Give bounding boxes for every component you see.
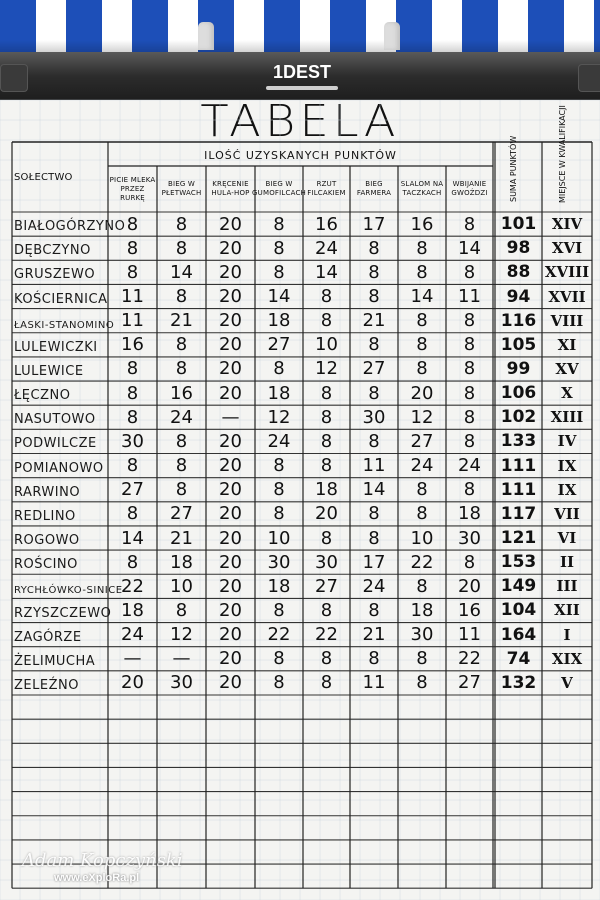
table-cell-score: 8 <box>175 479 188 501</box>
table-cell-score: 8 <box>126 237 139 259</box>
table-cell-score: 8 <box>175 237 188 259</box>
table-cell-sum: 111 <box>500 479 537 500</box>
table-cell-score: 27 <box>410 430 434 452</box>
table-cell-score: 20 <box>219 503 242 525</box>
table-cell-score: 8 <box>463 358 476 380</box>
table-cell-score: 20 <box>219 575 242 597</box>
table-cell-sum: 153 <box>500 552 537 573</box>
table-cell-score: 8 <box>126 382 139 404</box>
table-cell-score: 8 <box>368 286 380 307</box>
table-row-name: ROGOWO <box>14 533 80 549</box>
table-cell-score: 8 <box>463 406 476 428</box>
column-header-sum: SUMA PUNKTÓW <box>509 135 518 202</box>
table-cell-score: 8 <box>273 648 285 670</box>
table-cell-score: 20 <box>458 575 481 597</box>
table-cell-place: XIV <box>551 215 583 234</box>
table-cell-score: 8 <box>320 310 333 332</box>
column-header-competition: RZUT FILCAKIEM <box>307 180 346 197</box>
column-header-competition: BIEG W PŁETWACH <box>161 180 202 197</box>
table-cell-score: 14 <box>121 527 144 549</box>
table-cell-score: 20 <box>219 455 242 477</box>
table-cell-sum: 106 <box>500 383 537 404</box>
table-cell-score: 8 <box>368 261 380 283</box>
table-cell-score: 18 <box>458 503 481 525</box>
table-cell-score: 20 <box>410 382 434 404</box>
table-cell-place: VIII <box>550 311 584 330</box>
table-cell-score: 27 <box>267 334 291 356</box>
table-cell-sum: 133 <box>500 431 537 452</box>
table-cell-score: 8 <box>126 261 139 283</box>
table-cell-place: III <box>556 577 578 596</box>
table-cell-place: XV <box>555 359 579 378</box>
table-cell-score: 8 <box>416 358 428 380</box>
table-cell-score: 8 <box>175 430 188 452</box>
table-cell-score: 27 <box>315 575 338 597</box>
table-cell-score: 8 <box>126 551 139 573</box>
table-cell-place: V <box>561 673 573 692</box>
table-cell-score: 8 <box>463 261 476 283</box>
table-cell-score: 8 <box>273 455 285 477</box>
table-cell-score: 8 <box>273 672 285 694</box>
table-cell-score: 16 <box>315 213 338 235</box>
table-cell-score: 27 <box>458 672 481 694</box>
table-cell-place: XI <box>557 335 577 354</box>
table-cell-sum: 111 <box>500 455 537 476</box>
table-cell-score: 16 <box>170 382 193 404</box>
table-cell-sum: 99 <box>506 358 531 379</box>
table-cell-score: 8 <box>368 503 380 525</box>
table-row-name: ŻELIMUCHA <box>14 653 96 669</box>
table-cell-score: 8 <box>273 358 285 380</box>
table-cell-sum: 149 <box>500 576 537 597</box>
table-cell-score: 18 <box>410 599 434 621</box>
table-cell-score: 14 <box>458 237 481 259</box>
column-header-competition: SLALOM NA TACZKACH <box>400 180 444 197</box>
table-cell-score: 8 <box>175 334 188 356</box>
table-cell-score: 8 <box>416 503 428 525</box>
table-cell-score: 11 <box>121 286 144 307</box>
table-cell-score: 20 <box>219 599 242 621</box>
table-cell-score: 8 <box>273 599 285 621</box>
table-cell-place: VII <box>554 504 580 523</box>
table-row-name: PODWILCZE <box>14 436 97 452</box>
table-cell-score: 18 <box>315 479 338 501</box>
table-cell-score: 17 <box>362 551 386 573</box>
table-cell-sum: 94 <box>506 286 531 307</box>
table-cell-score: 20 <box>219 479 242 501</box>
table-cell-score: 14 <box>315 261 338 283</box>
table-cell-score: 14 <box>410 286 434 307</box>
table-cell-score: 8 <box>126 213 139 235</box>
table-cell-score: 8 <box>463 430 476 452</box>
table-row-name: ZAGÓRZE <box>14 629 82 645</box>
table-cell-score: 8 <box>463 382 476 404</box>
table-row-name: RZYSZCZEWO <box>14 605 112 621</box>
table-cell-score: 20 <box>315 503 338 525</box>
table-cell-score: 8 <box>416 672 428 694</box>
table-cell-sum: 104 <box>500 600 537 621</box>
table-cell-score: 8 <box>175 358 188 380</box>
table-cell-score: 8 <box>368 599 380 621</box>
table-cell-score: 24 <box>267 430 291 452</box>
table-cell-place: IV <box>557 432 577 451</box>
table-cell-score: 20 <box>219 648 242 670</box>
table-cell-score: 18 <box>267 310 291 332</box>
table-cell-sum: 164 <box>500 624 537 645</box>
table-cell-score: 8 <box>368 430 380 452</box>
table-cell-score: 30 <box>410 624 434 646</box>
table-cell-score: 8 <box>126 358 139 380</box>
table-cell-score: 30 <box>458 527 481 549</box>
table-cell-score: 30 <box>267 551 291 573</box>
table-cell-score: 8 <box>320 455 333 477</box>
table-cell-score: 10 <box>267 527 291 549</box>
table-cell-score: 30 <box>121 430 144 452</box>
table-cell-score: 10 <box>410 527 434 549</box>
table-cell-score: 8 <box>126 503 139 525</box>
table-cell-score: 30 <box>315 551 338 573</box>
table-cell-score: 11 <box>362 455 386 477</box>
table-cell-score: 24 <box>458 455 481 477</box>
table-row-name: KOŚCIERNICA <box>14 291 108 307</box>
table-cell-score: 20 <box>219 624 242 646</box>
table-cell-score: 8 <box>416 334 428 356</box>
table-cell-sum: 101 <box>500 214 537 235</box>
table-cell-score: 8 <box>416 261 428 283</box>
table-cell-score: 8 <box>320 430 333 452</box>
table-cell-score: 17 <box>362 213 386 235</box>
table-cell-place: XVIII <box>544 263 590 282</box>
table-cell-score: 22 <box>458 648 481 670</box>
table-cell-sum: 74 <box>506 648 531 669</box>
table-cell-score: 20 <box>219 527 242 549</box>
table-cell-score: 20 <box>219 286 242 307</box>
table-cell-place: XVI <box>551 239 583 258</box>
table-cell-score: 14 <box>170 261 193 283</box>
table-row-name: RARWINO <box>14 484 81 500</box>
table-cell-score: 14 <box>267 286 291 307</box>
table-cell-score: 8 <box>463 310 476 332</box>
table-cell-score: 24 <box>121 624 144 646</box>
table-cell-score: 8 <box>175 599 188 621</box>
table-cell-sum: 116 <box>500 310 537 331</box>
table-cell-score: 8 <box>320 599 333 621</box>
table-cell-place: XII <box>554 601 580 620</box>
table-cell-score: 11 <box>458 286 481 307</box>
table-row-name: ŁASKI-STANOMINO <box>14 319 115 331</box>
table-row-name: ROŚCINO <box>14 557 78 573</box>
table-row-name: REDLINO <box>14 508 76 524</box>
table-cell-sum: 88 <box>506 262 531 283</box>
table-cell-score: 20 <box>219 334 242 356</box>
table-cell-score: 27 <box>170 503 193 525</box>
table-cell-sum: 132 <box>500 672 537 693</box>
column-header-solectwo: SOŁECTWO <box>14 171 73 183</box>
table-cell-score: 8 <box>126 406 139 428</box>
table-cell-sum: 105 <box>500 334 537 355</box>
page-title: TABELA <box>200 96 400 147</box>
table-cell-score: 8 <box>175 213 188 235</box>
table-cell-score: 8 <box>320 286 333 307</box>
table-cell-score: 8 <box>368 648 380 670</box>
table-cell-score: 8 <box>416 237 428 259</box>
table-cell-sum: 98 <box>506 238 531 259</box>
table-cell-sum: 117 <box>500 503 537 524</box>
table-cell-score: 24 <box>315 237 338 259</box>
watermark-signature: Adam Kopczyński <box>22 850 183 871</box>
table-cell-score: 8 <box>320 672 333 694</box>
table-cell-score: 20 <box>219 310 242 332</box>
table-cell-score: 20 <box>121 672 144 694</box>
table-cell-score: 18 <box>267 382 291 404</box>
table-cell-place: XVII <box>548 287 586 306</box>
table-cell-score: 12 <box>410 406 434 428</box>
table-cell-score: 10 <box>315 334 338 356</box>
table-cell-score: 20 <box>219 261 242 283</box>
table-cell-score: 11 <box>121 310 144 332</box>
table-row-name: POMIANOWO <box>14 460 104 476</box>
table-cell-score: 8 <box>320 406 333 428</box>
table-cell-score: 8 <box>416 648 428 670</box>
table-cell-score: — <box>221 406 240 428</box>
table-cell-score: 18 <box>170 551 193 573</box>
table-cell-score: 30 <box>170 672 193 694</box>
table-cell-score: 21 <box>362 310 386 332</box>
table-cell-score: 8 <box>416 310 428 332</box>
table-row-name: NASUTOWO <box>14 412 96 428</box>
table-cell-place: I <box>563 625 571 644</box>
table-cell-score: 8 <box>368 237 380 259</box>
table-cell-score: 21 <box>362 624 386 646</box>
brand-logo: 1DEST <box>272 62 332 82</box>
table-cell-score: 10 <box>170 575 193 597</box>
table-cell-score: 18 <box>121 599 144 621</box>
table-cell-score: — <box>123 648 142 670</box>
table-cell-score: 8 <box>416 575 428 597</box>
table-cell-score: 11 <box>362 672 386 694</box>
table-cell-score: 8 <box>463 479 476 501</box>
table-cell-score: 12 <box>170 624 193 646</box>
table-row-name: LULEWICE <box>14 364 84 380</box>
table-cell-place: XIX <box>551 649 583 668</box>
table-cell-score: 14 <box>362 479 386 501</box>
table-cell-score: 27 <box>121 479 144 501</box>
table-cell-score: 8 <box>368 334 380 356</box>
table-cell-score: 20 <box>219 672 242 694</box>
table-cell-score: 20 <box>219 213 242 235</box>
table-row-name: GRUSZEWO <box>14 267 96 283</box>
table-cell-score: 8 <box>175 455 188 477</box>
table-cell-score: 22 <box>410 551 434 573</box>
table-cell-score: 8 <box>320 527 333 549</box>
table-cell-score: 8 <box>320 382 333 404</box>
table-cell-place: IX <box>557 456 577 475</box>
table-cell-score: 16 <box>410 213 434 235</box>
table-cell-score: 22 <box>121 575 144 597</box>
table-cell-score: 8 <box>463 213 476 235</box>
table-cell-score: 20 <box>219 430 242 452</box>
table-cell-score: 21 <box>170 527 193 549</box>
table-row-name: ŁĘCZNO <box>14 388 71 404</box>
table-row-name: ZELEŹNO <box>14 677 79 693</box>
table-cell-score: 18 <box>267 575 291 597</box>
table-cell-score: 8 <box>273 261 285 283</box>
table-cell-score: 16 <box>458 599 481 621</box>
table-cell-score: 22 <box>315 624 338 646</box>
table-cell-place: X <box>561 384 573 403</box>
table-cell-score: 11 <box>458 624 481 646</box>
table-cell-score: 8 <box>463 334 476 356</box>
column-header-place <box>558 157 578 203</box>
table-row-name: BIAŁOGÓRZYNO <box>14 219 126 235</box>
table-cell-score: 24 <box>170 406 193 428</box>
table-cell-score: 8 <box>175 286 188 307</box>
watermark-url: www.eXploRa.pl <box>54 872 140 884</box>
table-cell-score: 16 <box>121 334 144 356</box>
column-header-competition: WBIJANIE GWOŹDZI <box>451 180 488 197</box>
table-cell-score: 8 <box>273 213 285 235</box>
table-cell-score: 8 <box>368 527 380 549</box>
table-cell-score: 8 <box>273 479 285 501</box>
table-cell-score: 8 <box>273 503 285 525</box>
column-header-competition: PICIE MLEKA PRZEZ RURKĘ <box>109 175 156 202</box>
table-cell-sum: 102 <box>500 407 537 428</box>
table-cell-score: 27 <box>362 358 386 380</box>
table-cell-score: 8 <box>416 479 428 501</box>
table-cell-score: 8 <box>320 648 333 670</box>
table-cell-score: 8 <box>126 455 139 477</box>
table-cell-score: — <box>172 648 191 670</box>
column-header-competition: BIEG W GUMOFILCACH <box>252 180 307 197</box>
table-cell-sum: 121 <box>500 528 537 548</box>
table-cell-score: 12 <box>315 358 338 380</box>
table-cell-score: 8 <box>463 551 476 573</box>
column-group-header: ILOŚĆ UZYSKANYCH PUNKTÓW <box>204 148 397 162</box>
column-header-competition: KRĘCENIE HULA-HOP <box>211 180 250 197</box>
table-cell-score: 24 <box>410 455 434 477</box>
table-cell-score: 20 <box>219 237 242 259</box>
table-cell-place: IX <box>557 480 577 499</box>
table-cell-score: 24 <box>362 575 386 597</box>
table-cell-place: XIII <box>550 408 584 427</box>
table-cell-score: 8 <box>368 382 380 404</box>
table-cell-score: 30 <box>362 406 386 428</box>
table-cell-place: VI <box>557 529 577 547</box>
table-cell-score: 22 <box>267 624 291 646</box>
table-cell-score: 12 <box>267 406 291 428</box>
table-cell-score: 20 <box>219 551 242 573</box>
table-row-name: RYCHŁÓWKO-SINICE <box>14 585 123 597</box>
table-row-name: LULEWICZKI <box>14 339 98 355</box>
table-cell-place: II <box>559 553 575 572</box>
table-cell-score: 8 <box>273 237 285 259</box>
column-header-competition: BIEG FARMERA <box>356 180 392 197</box>
table-cell-score: 20 <box>219 382 242 404</box>
table-cell-score: 21 <box>170 310 193 332</box>
table-row-name: DĘBCZYNO <box>14 243 91 259</box>
table-cell-score: 20 <box>219 358 242 380</box>
